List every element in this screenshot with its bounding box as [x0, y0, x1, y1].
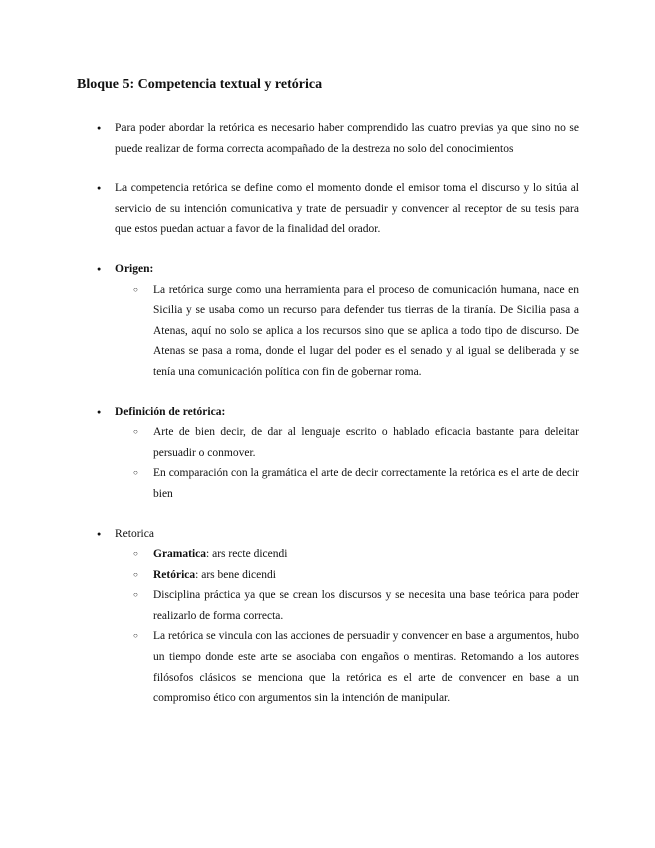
gramatica-definition: : ars recte dicendi	[206, 548, 288, 561]
retorica-heading: Retorica	[115, 527, 154, 540]
retorica-item-retorica	[115, 565, 579, 586]
retorica-item-persuasion: ○ La retórica se vincula con las acciones de persuadir y convencer en base a argumentos, hubo un tiempo donde este arte se asociaba con engaños o mentiras. Retomando a los autores filósofos clásicos se menciona que la retórica es el arte de convencer en base a un compromiso ético con argumentos sin la intención de manipular.	[115, 626, 579, 708]
origen-item: ○ La retórica surge como una herramienta para el proceso de comunicación humana, nace en Sicilia y se usaba como un recurso para defender tus tierras de la tiranía. De Sicilia pasa a Atenas, aquí no solo se aplica a los recursos sino que se aplica a todo tipo de discurso. De Atenas se pasa a roma, donde el lugar del poder es el senado y al igual se deliberada y se tenía una comunicación política con fin de gobernar roma.	[115, 280, 579, 383]
bullet-rhetorical-competence: ● La competencia retórica se define como el momento donde el emisor toma el discurso y lo sitúa al servicio de su intención comunicativa y trate de persuadir y convencer al receptor de su tesis para que estos puedan actuar a favor de la finalidad del orador.	[0, 178, 655, 240]
definicion-item: ○ Arte de bien decir, de dar al lenguaje escrito o hablado eficacia bastante para deleitar persuadir o conmover.	[115, 422, 579, 463]
bullet-origen	[0, 259, 655, 383]
retorica-item-discipline: ○ Disciplina práctica ya que se crean los discursos y se necesita una base teórica para poder realizarlo de forma correcta.	[115, 585, 579, 626]
retorica-term: Retórica	[153, 568, 196, 581]
retorica-definition: : ars bene dicendi	[195, 568, 276, 581]
definicion-heading: Definición de retórica:	[115, 405, 226, 418]
bullet-retorica	[0, 524, 655, 709]
document-body	[0, 118, 655, 728]
definicion-item: ○ En comparación con la gramática el arte de decir correctamente la retórica es el arte de decir bien	[115, 463, 579, 504]
gramatica-term: Gramatica	[153, 548, 207, 561]
retorica-sublist	[115, 544, 579, 709]
origen-sublist	[115, 280, 579, 383]
bullet-definicion	[0, 402, 655, 505]
definicion-sublist	[115, 422, 579, 504]
bullet-prerequisites: ● Para poder abordar la retórica es necesario haber comprendido las cuatro previas ya que sino no se puede realizar de forma correcta acompañado de la destreza no solo del conocimientos	[0, 118, 655, 159]
document-title: Bloque 5: Competencia textual y retórica	[77, 77, 323, 92]
origen-heading: Origen:	[115, 262, 154, 275]
retorica-item-gramatica	[115, 544, 579, 565]
